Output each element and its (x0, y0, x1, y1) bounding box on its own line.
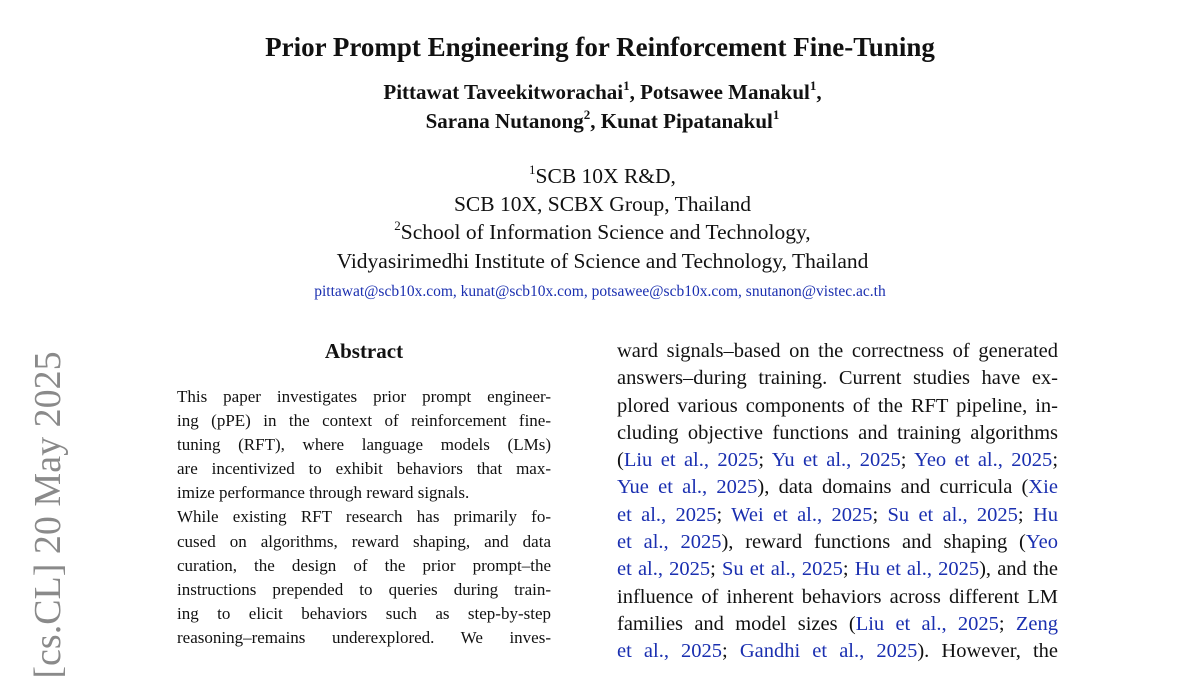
author-line-1 (0, 78, 1200, 107)
affiliation-text: Vidyasirimedhi Institute of Science and Technology, Thailand (336, 248, 869, 273)
body-text: ; (900, 449, 915, 472)
citation-link[interactable]: Zeng (1015, 612, 1058, 635)
author-email-link[interactable]: snutanon@vistec.ac.th (745, 283, 886, 300)
body-text: ; (998, 612, 1016, 635)
body-text-line (617, 529, 1058, 556)
abstract-line: While existing RFT research has primarily fo- (177, 507, 551, 527)
body-text-line (617, 502, 1058, 529)
paper-title: Prior Prompt Engineering for Reinforcement Fine-Tuning (265, 32, 935, 62)
body-text: ), data domains and curricula ( (757, 476, 1029, 499)
body-text-line (617, 393, 1058, 420)
author-separator: , (590, 109, 601, 133)
body-text: influence of inherent behaviors across different LM (617, 585, 1058, 608)
body-text-line (617, 338, 1058, 365)
body-text: cluding objective functions and training algorithms (617, 421, 1058, 444)
citation-link[interactable]: et al., 2025 (617, 640, 723, 663)
body-text-line (617, 638, 1058, 665)
body-text: ; (1017, 503, 1033, 526)
affiliations (0, 162, 1200, 275)
author-separator: , (629, 80, 641, 104)
author-affil-mark: 1 (623, 78, 630, 93)
body-text: ), reward functions and shaping ( (721, 531, 1026, 554)
abstract-line: imize performance through reward signals. (177, 483, 470, 503)
body-text-line (617, 474, 1058, 501)
author-name: Kunat Pipatanakul (600, 109, 773, 133)
abstract-line: instructions prepended to queries during train- (177, 579, 551, 599)
citation-link[interactable]: Liu et al., 2025 (623, 449, 759, 472)
body-text-line (617, 447, 1058, 474)
body-text: ; (1052, 449, 1058, 472)
body-text: ; (722, 640, 740, 663)
affiliation-line (0, 162, 1200, 190)
author-emails (0, 282, 1200, 302)
author-affil-mark: 1 (772, 107, 780, 122)
citation-link[interactable]: Wei et al., 2025 (731, 503, 873, 526)
author-list (0, 78, 1200, 136)
citation-link[interactable]: Su et al., 2025 (721, 558, 843, 581)
body-text: answers–during training. Current studies have ex- (617, 367, 1058, 390)
citation-link[interactable]: Yeo et al., 2025 (914, 449, 1053, 472)
affiliation-text: SCB 10X R&D, (535, 164, 676, 188)
abstract-line: are incentivized to exhibit behaviors that max- (177, 459, 551, 479)
body-text: families and model sizes ( (617, 612, 856, 635)
citation-link[interactable]: et al., 2025 (617, 503, 717, 526)
author-email-link[interactable]: kunat@scb10x.com (460, 283, 584, 300)
body-text: ), and the (979, 558, 1058, 581)
body-text: plored various components of the RFT pipeline, in- (617, 394, 1058, 417)
affiliation-line (0, 247, 1200, 275)
body-text-line (617, 584, 1058, 611)
body-text: ; (710, 558, 722, 581)
abstract-line: ing (pPE) in the context of reinforcement fine- (177, 411, 551, 431)
author-email-link[interactable]: potsawee@scb10x.com (591, 283, 739, 300)
body-text-line (617, 420, 1058, 447)
citation-link[interactable]: Yue et al., 2025 (617, 476, 758, 499)
abstract-line: curation, the design of the prior prompt–the (177, 555, 551, 575)
citation-link[interactable]: Su et al., 2025 (887, 503, 1018, 526)
body-text-line (617, 365, 1058, 392)
citation-link[interactable]: et al., 2025 (617, 558, 711, 581)
citation-link[interactable]: Gandhi et al., 2025 (739, 640, 918, 663)
email-separator: , (452, 283, 461, 300)
abstract-body (177, 385, 551, 650)
intro-column-text (617, 338, 1058, 666)
author-name: Pittawat Taveekitworachai (383, 80, 624, 104)
citation-link[interactable]: Xie (1028, 476, 1058, 499)
citation-link[interactable]: Yu et al., 2025 (771, 449, 901, 472)
affiliation-text: SCB 10X, SCBX Group, Thailand (453, 192, 752, 217)
citation-link[interactable]: Liu et al., 2025 (855, 612, 999, 635)
affiliation-line (0, 218, 1200, 246)
author-affil-mark: 2 (583, 107, 591, 122)
abstract-line: cused on algorithms, reward shaping, and data (177, 531, 551, 551)
affiliation-line (0, 190, 1200, 218)
arxiv-stamp-text: [cs.CL] 20 May 2025 (27, 351, 69, 679)
author-email-link[interactable]: pittawat@scb10x.com (314, 283, 453, 300)
citation-link[interactable]: Hu et al., 2025 (854, 558, 980, 581)
body-text: ; (842, 558, 855, 581)
abstract-line: tuning (RFT), where language models (LMs) (177, 435, 551, 455)
body-text: ; (872, 503, 888, 526)
citation-link[interactable]: et al., 2025 (617, 531, 722, 554)
citation-link[interactable]: Hu (1032, 503, 1058, 526)
author-line-2 (0, 107, 1200, 136)
abstract-line: This paper investigates prior prompt engineer- (177, 387, 551, 406)
abstract-heading: Abstract (324, 339, 404, 363)
affiliation-mark: 2 (394, 218, 401, 234)
author-name: Sarana Nutanong (425, 109, 584, 133)
body-text: ). However, the (917, 640, 1058, 663)
body-text-line (617, 611, 1058, 638)
abstract-line: reasoning–remains underexplored. We inves- (177, 627, 551, 647)
body-text: ward signals–based on the correctness of generated (617, 340, 1058, 362)
body-text: ( (617, 449, 624, 472)
affiliation-text: School of Information Science and Technology, (400, 220, 811, 245)
author-separator: , (816, 80, 822, 104)
body-text-line (617, 556, 1058, 583)
author-name: Potsawee Manakul (640, 80, 810, 104)
body-text: ; (758, 449, 772, 472)
affiliation-mark: 1 (529, 161, 536, 177)
email-separator: , (583, 283, 592, 300)
email-separator: , (738, 283, 746, 300)
citation-link[interactable]: Yeo (1025, 531, 1058, 554)
body-text: ; (716, 503, 732, 526)
abstract-line: ing to elicit behaviors such as step-by-step (177, 603, 551, 623)
author-affil-mark: 1 (809, 78, 817, 93)
